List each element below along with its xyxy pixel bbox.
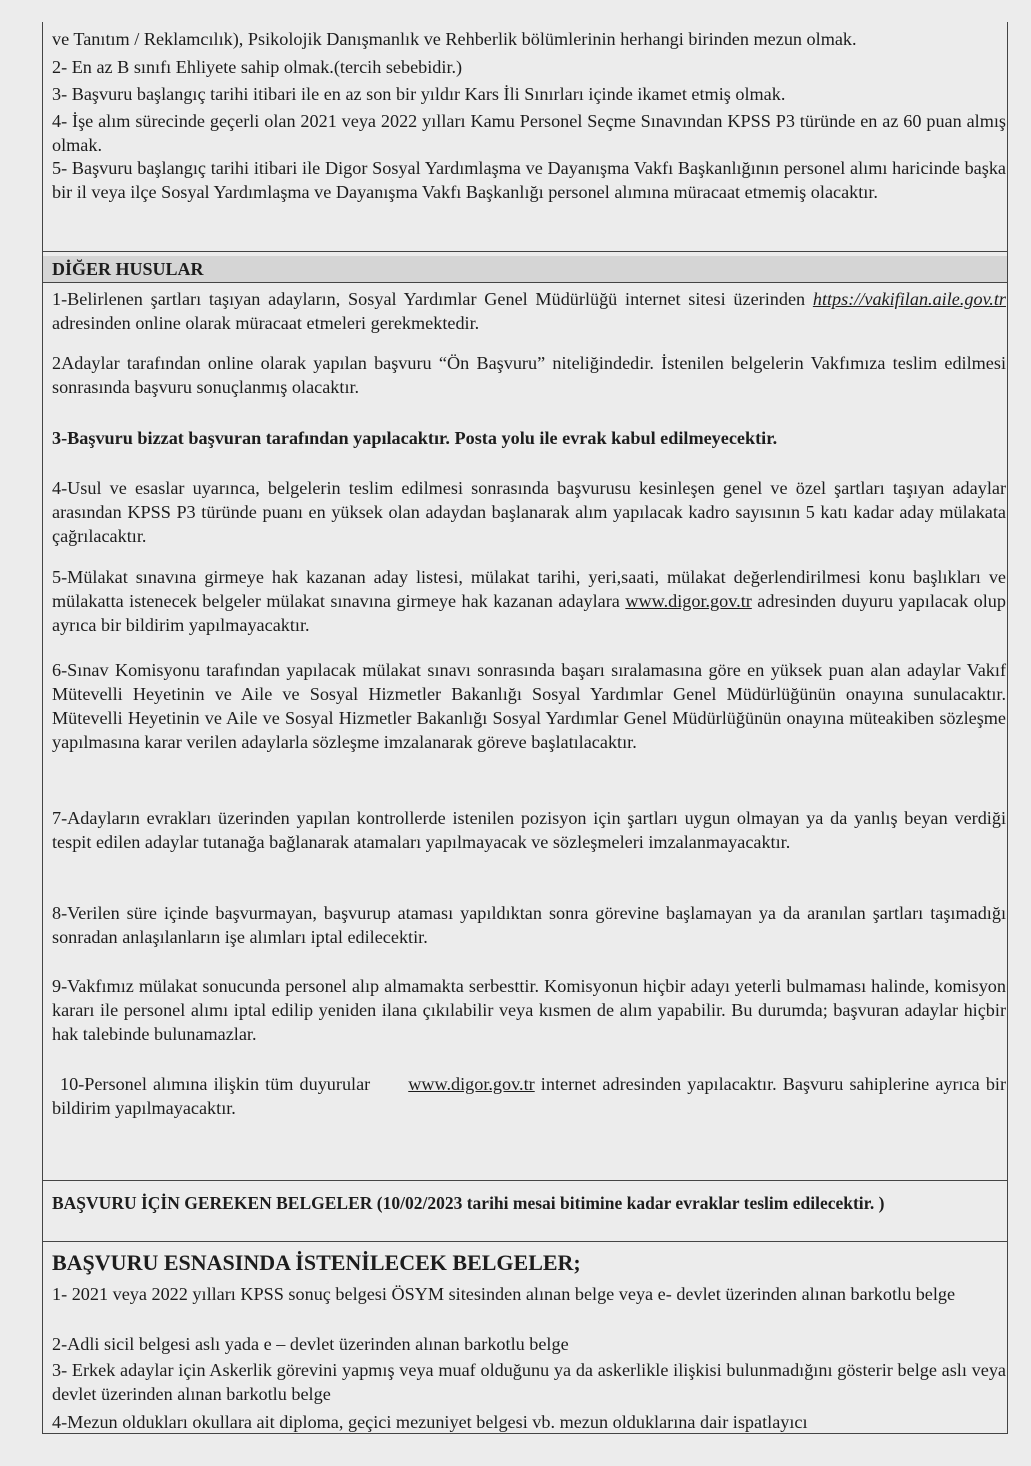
- requirement-3: 3- Başvuru başlangıç tarihi itibari ile en az son bir yıldır Kars İli Sınırları içinde ikamet etmiş olmak.: [52, 84, 786, 104]
- application-documents-heading: BAŞVURU ESNASINDA İSTENİLECEK BELGELER;: [52, 1250, 581, 1275]
- other-item-5: [52, 565, 1006, 637]
- document-item-1: 1- 2021 veya 2022 yılları KPSS sonuç belgesi ÖSYM sitesinden alınan belge veya e- devlet üzerinden alınan barkotlu belge: [52, 1284, 956, 1304]
- other-item-5-rest: adresinden duyuru yapılacak olup ayrıca bir bildirim yapılmayacaktır.: [52, 591, 1006, 635]
- other-item-10: [52, 1072, 1006, 1120]
- requirement-5: 5- Başvuru başlangıç tarihi itibari ile Digor Sosyal Yardımlaşma ve Dayanışma Vakfı Başkanlığının personel alımı haricinde başka bir il veya ilçe Sosyal Yardımlaşma ve Dayanışma Vakfı Başkanlığı personel alımına müracaat etmemiş olacaktır.: [52, 158, 1006, 202]
- other-item-2: 2Adaylar tarafından online olarak yapılan başvuru “Ön Başvuru” niteliğindedir. İstenilen belgelerin Vakfımıza teslim edilmesi sonrasında başvuru sonuçlanmış olacaktır.: [52, 353, 1006, 397]
- other-item-5-text: 5-Mülakat sınavına girmeye hak kazanan aday listesi, mülakat tarihi, yeri,saati, mülakat değerlendirilmesi konu başlıkları ve mülakatta istenecek belgeler mülakat sınavına girmeye hak kazanan adaylara: [52, 567, 1006, 611]
- required-documents-heading: BAŞVURU İÇİN GEREKEN BELGELER (10/02/2023 tarihi mesai bitimine kadar evraklar teslim edilecektir. ): [52, 1193, 885, 1213]
- other-item-8: 8-Verilen süre içinde başvurmayan, başvurup ataması yapıldıktan sonra görevine başlamayan ya da aranılan şartları taşımadığı sonradan anlaşılanların işe alımları iptal edilecektir.: [52, 903, 1006, 947]
- document-item-3: 3- Erkek adaylar için Askerlik görevini yapmış veya muaf olduğunu ya da askerlikle ilişkisi bulunmadığını gösterir belge aslı veya devlet üzerinden alınan barkotlu belge: [52, 1360, 1006, 1404]
- vakifilan-link[interactable]: https://vakifilan.aile.gov.tr: [812, 289, 1006, 309]
- other-item-10-rest: internet adresinden yapılacaktır. Başvuru sahiplerine ayrıca bir bildirim yapılmayacaktır.: [52, 1074, 1007, 1118]
- document-item-2: 2-Adli sicil belgesi aslı yada e – devlet üzerinden alınan barkotlu belge: [52, 1334, 569, 1354]
- requirement-line-1: ve Tanıtım / Reklamcılık), Psikolojik Danışmanlık ve Rehberlik bölümlerinin herhangi birinden mezun olmak.: [52, 29, 857, 49]
- other-item-4: 4-Usul ve esaslar uyarınca, belgelerin teslim edilmesi sonrasında başvurusu kesinleşen genel ve özel şartları taşıyan adaylar arasından KPSS P3 türünde puanı en yüksek olan adaydan başlanarak alım yapılacak kadro sayısının 5 katı kadar aday mülakata çağrılacaktır.: [52, 478, 1006, 546]
- digor-link-2[interactable]: www.digor.gov.tr: [408, 1074, 535, 1094]
- digor-link[interactable]: www.digor.gov.tr: [625, 591, 752, 611]
- other-item-7: 7-Adayların evrakları üzerinden yapılan kontrollerde istenilen pozisyon için şartları uygun olmayan ya da yanlış beyan verdiği tespit edilen adaylar tutanağa bağlanarak atamaları yapılmayacak ve sözleşmeleri imzalanmayacaktır.: [52, 808, 1006, 852]
- requirement-4: 4- İşe alım sürecinde geçerli olan 2021 veya 2022 yılları Kamu Personel Seçme Sınavından KPSS P3 türünde en az 60 puan almış olmak.: [52, 111, 1006, 155]
- section-heading-diger-husular: DİĞER HUSULAR: [43, 256, 1007, 282]
- other-item-1: [52, 287, 1006, 335]
- other-item-1-rest: adresinden online olarak müracaat etmeleri gerekmektedir.: [52, 313, 480, 333]
- other-item-9: 9-Vakfımız mülakat sonucunda personel alıp almamakta serbesttir. Komisyonun hiçbir adayı yeterli bulmaması halinde, komisyon kararı ile personel alımı iptal edilip yeniden ilana çıkılabilir veya kısmen de alım yapabilir. Bu durumda; başvuran adaylar hiçbir hak talebinde bulunamazlar.: [52, 976, 1006, 1044]
- divider: [42, 1241, 1008, 1242]
- other-item-1-text: 1-Belirlenen şartları taşıyan adayların, Sosyal Yardımlar Genel Müdürlüğü internet sitesi üzerinden: [52, 289, 806, 309]
- requirement-2: 2- En az B sınıfı Ehliyete sahip olmak.(tercih sebebidir.): [52, 57, 463, 77]
- other-item-10-text: 10-Personel alımına ilişkin tüm duyurular: [60, 1074, 371, 1094]
- divider: [42, 1180, 1008, 1181]
- divider: [42, 282, 1008, 283]
- other-item-3: 3-Başvuru bizzat başvuran tarafından yapılacaktır. Posta yolu ile evrak kabul edilmeyecektir.: [52, 428, 778, 448]
- other-item-6: 6-Sınav Komisyonu tarafından yapılacak mülakat sınavı sonrasında başarı sıralamasına göre en yüksek puan alan adaylar Vakıf Mütevelli Heyetinin ve Aile ve Sosyal Hizmetler Bakanlığı Sosyal Yardımlar Genel Müdürlüğünün onayına sunulacaktır. Mütevelli Heyetinin ve Aile ve Sosyal Hizmetler Bakanlığı Sosyal Yardımlar Genel Müdürlüğünün onayına müteakiben sözleşme yapılmasına karar verilen adaylarla sözleşme imzalanarak göreve başlatılacaktır.: [52, 660, 1006, 752]
- document-item-4: 4-Mezun oldukları okullara ait diploma, geçici mezuniyet belgesi vb. mezun olduklarına dair ispatlayıcı: [52, 1412, 808, 1432]
- divider: [42, 251, 1008, 252]
